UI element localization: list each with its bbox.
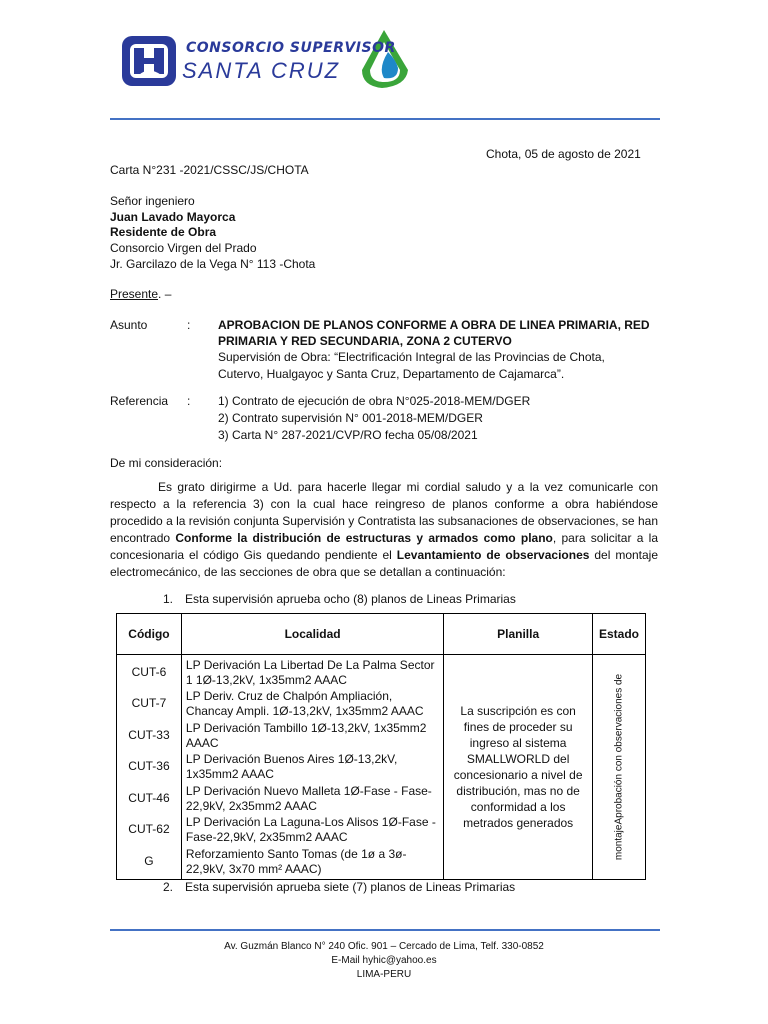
- locality-line: AAAC: [185, 735, 219, 750]
- locality-line: 22,9kV, 3x70 mm² AAAC): [185, 861, 322, 876]
- code-list: [117, 657, 181, 878]
- referencia-item: 3) Carta N° 287-2021/CVP/RO fecha 05/08/2021: [218, 428, 478, 442]
- body-paragraph: [110, 479, 658, 581]
- locality-column: [181, 655, 443, 880]
- list-item-2-number: 2.: [163, 880, 174, 894]
- greeting: De mi consideración:: [110, 456, 223, 470]
- body-text-2: , para solicitar a la concesionaria el código Gis quedando pendiente el: [110, 531, 658, 562]
- recipient-name: Juan Lavado Mayorca: [110, 210, 236, 224]
- asunto-colon: :: [187, 318, 191, 332]
- approved-plans-table: [116, 613, 646, 880]
- footer-city: LIMA-PERU: [356, 969, 412, 980]
- locality-line: Chancay Ampli. 1Ø-13,2kV, 1x35mm2 AAAC: [185, 704, 424, 719]
- locality-line: 1 1Ø-13,2kV, 1x35mm2 AAAC: [185, 672, 347, 687]
- planilla-line: concesionario a nivel de: [453, 768, 583, 782]
- header-planilla: Planilla: [444, 614, 593, 655]
- referencia-label: Referencia: [110, 394, 169, 408]
- presente-line: [110, 286, 171, 302]
- body-bold-1: Conforme la distribución de estructuras y armados como plano: [175, 531, 553, 545]
- header-divider: [110, 118, 660, 120]
- planilla-cell: [444, 655, 593, 880]
- locality-line: LP Deriv. Cruz de Chalpón Ampliación,: [185, 689, 393, 704]
- locality-line: Reforzamiento Santo Tomas (de 1ø a 3ø-: [185, 846, 407, 861]
- presente-word: Presente: [110, 287, 159, 301]
- referencia-colon: :: [187, 394, 191, 408]
- locality-line: 1x35mm2 AAAC: [185, 767, 274, 782]
- table-cell-locality: [182, 751, 443, 783]
- logo-text-line2: SANTA CRUZ: [182, 58, 341, 83]
- list-item-2: Esta supervisión aprueba siete (7) planos de Lineas Primarias: [185, 880, 516, 894]
- locality-list: [182, 657, 443, 878]
- presente-suffix: . –: [158, 287, 172, 301]
- table-cell-code: CUT-6: [131, 664, 167, 679]
- asunto-line4: Cutervo, Hualgayoc y Santa Cruz, Departamento de Cajamarca”.: [218, 367, 565, 381]
- logo-text-line1: CONSORCIO SUPERVISOR: [186, 40, 396, 56]
- locality-line: LP Derivación Nuevo Malleta 1Ø-Fase - Fase-: [185, 783, 432, 798]
- locality-line: LP Derivación Tambillo 1Ø-13,2kV, 1x35mm2: [185, 720, 427, 735]
- footer-email: E-Mail hyhic@yahoo.es: [331, 955, 437, 966]
- asunto-line2: PRIMARIA Y RED SECUNDARIA, ZONA 2 CUTERVO: [218, 334, 512, 348]
- table-cell-locality: [182, 814, 443, 846]
- locality-line: 22,9kV, 2x35mm2 AAAC: [185, 798, 317, 813]
- table-cell-locality: [182, 783, 443, 815]
- body-text-3: del montaje electromecánico, de las secciones de obra que se detallan a continuación:: [110, 548, 659, 579]
- planilla-line: distribución, mas no de: [456, 784, 580, 798]
- letter-date: Chota, 05 de agosto de 2021: [486, 147, 641, 161]
- footer-divider: [110, 929, 660, 931]
- planilla-line: metrados generados: [463, 816, 574, 830]
- asunto-label: Asunto: [110, 318, 148, 332]
- table-cell-locality: [182, 846, 443, 878]
- body-bold-2: Levantamiento de observaciones: [396, 548, 590, 562]
- table-header-row: [117, 614, 646, 655]
- recipient-role: Residente de Obra: [110, 225, 217, 239]
- asunto-line1: APROBACION DE PLANOS CONFORME A OBRA DE LINEA PRIMARIA, RED: [218, 318, 650, 332]
- letter-reference: Carta N°231 -2021/CSSC/JS/CHOTA: [110, 163, 309, 177]
- referencia-item: 1) Contrato de ejecución de obra N°025-2018-MEM/DGER: [218, 394, 531, 408]
- table-cell-code: CUT-62: [128, 822, 170, 837]
- table-cell-code: CUT-46: [128, 790, 170, 805]
- header-locality: Localidad: [181, 614, 443, 655]
- referencia-item: 2) Contrato supervisión N° 001-2018-MEM/DGER: [218, 411, 483, 425]
- recipient-address: Jr. Garcilazo de la Vega N° 113 -Chota: [110, 257, 316, 271]
- asunto-line3: Supervisión de Obra: “Electrificación Integral de las Provincias de Chota,: [218, 350, 605, 364]
- locality-line: LP Derivación Buenos Aires 1Ø-13,2kV,: [185, 752, 398, 767]
- estado-vertical-text: montajeAprobación con observaciones de: [613, 673, 625, 861]
- planilla-line: ingreso al sistema: [469, 736, 567, 750]
- header-estado: Estado: [593, 614, 646, 655]
- table-body-row: [117, 655, 646, 880]
- planilla-line: SMALLWORLD del: [466, 752, 570, 766]
- locality-line: LP Derivación La Libertad De La Palma Sector: [185, 657, 435, 672]
- footer-address: Av. Guzmán Blanco N° 240 Ofic. 901 – Cercado de Lima, Telf. 330-0852: [224, 941, 544, 952]
- planilla-line: conformidad a los: [470, 800, 566, 814]
- table-cell-code: G: [144, 853, 154, 868]
- planilla-line: La suscripción es con: [460, 704, 576, 718]
- table-cell-code: CUT-7: [131, 696, 167, 711]
- table-cell-locality: [182, 657, 443, 689]
- recipient-company: Consorcio Virgen del Prado: [110, 241, 257, 255]
- table-cell-locality: [182, 688, 443, 720]
- table-cell-locality: [182, 720, 443, 752]
- planilla-line: fines de proceder su: [463, 720, 573, 734]
- locality-line: Fase-22,9kV, 2x35mm2 AAAC: [185, 830, 348, 845]
- recipient-salutation: Señor ingeniero: [110, 194, 195, 208]
- table-cell-code: CUT-36: [128, 759, 170, 774]
- list-item-1: Esta supervisión aprueba ocho (8) planos de Lineas Primarias: [185, 592, 516, 606]
- header-code: Código: [117, 614, 182, 655]
- code-column: [117, 655, 182, 880]
- list-item-1-number: 1.: [163, 592, 174, 606]
- estado-cell: [593, 655, 646, 880]
- locality-line: LP Derivación La Laguna-Los Alisos 1Ø-Fase -: [185, 815, 436, 830]
- table-cell-code: CUT-33: [128, 727, 170, 742]
- body-text-1: Es grato dirigirme a Ud. para hacerle llegar mi cordial saludo y a la vez comunicarle con respecto a la referencia 3) con la cual hace reingreso de planos conforme a obra habiéndose procedido a la revisión conjunta Supervisión y Contratista las subsanaciones de observaciones, se han encontrado: [110, 480, 658, 545]
